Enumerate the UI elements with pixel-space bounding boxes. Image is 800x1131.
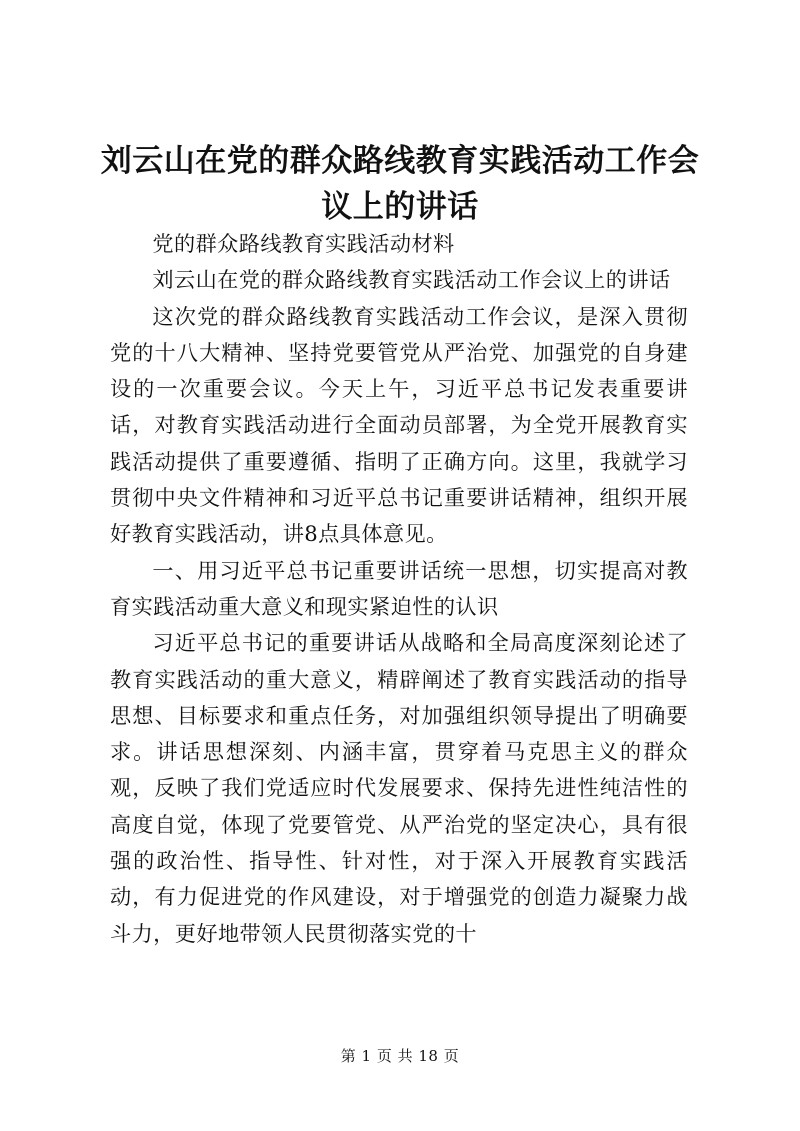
page-footer: 第 1 页 共 18 页 [340, 1047, 460, 1065]
document-title: 刘云山在党的群众路线教育实践活动工作会议上的讲话 [100, 143, 700, 225]
document-body [110, 226, 688, 952]
paragraph-speech-title: 刘云山在党的群众路线教育实践活动工作会议上的讲话 [152, 267, 671, 293]
paragraph-intro: 这次党的群众路线教育实践活动工作会议，是深入贯彻党的十八大精神、坚持党要管党从严治党、加强党的自身建设的一次重要会议。今天上午，习近平总书记发表重要讲话，对教育实践活动进行全面动员部署，为全党开展教育实践活动提供了重要遵循、指明了正确方向。这里，我就学习贯彻中央文件精神和习近平总书记重要讲话精神，组织开展好教育实践活动，讲8点具体意见。 [110, 303, 688, 547]
paragraph-section-body: 习近平总书记的重要讲话从战略和全局高度深刻论述了教育实践活动的重大意义，精辟阐述了教育实践活动的指导思想、目标要求和重点任务，对加强组织领导提出了明确要求。讲话思想深刻、内涵丰富，贯穿着马克思主义的群众观，反映了我们党适应时代发展要求、保持先进性纯洁性的高度自觉，体现了党要管党、从严治党的坚定决心，具有很强的政治性、指导性、针对性，对于深入开展教育实践活动，有力促进党的作风建设，对于增强党的创造力凝聚力战斗力，更好地带领人民贯彻落实党的十 [110, 630, 688, 946]
paragraph-section-heading: 一、用习近平总书记重要讲话统一思想，切实提高对教育实践活动重大意义和现实紧迫性的认识 [110, 557, 688, 619]
paragraph-material-label: 党的群众路线教育实践活动材料 [152, 231, 455, 256]
